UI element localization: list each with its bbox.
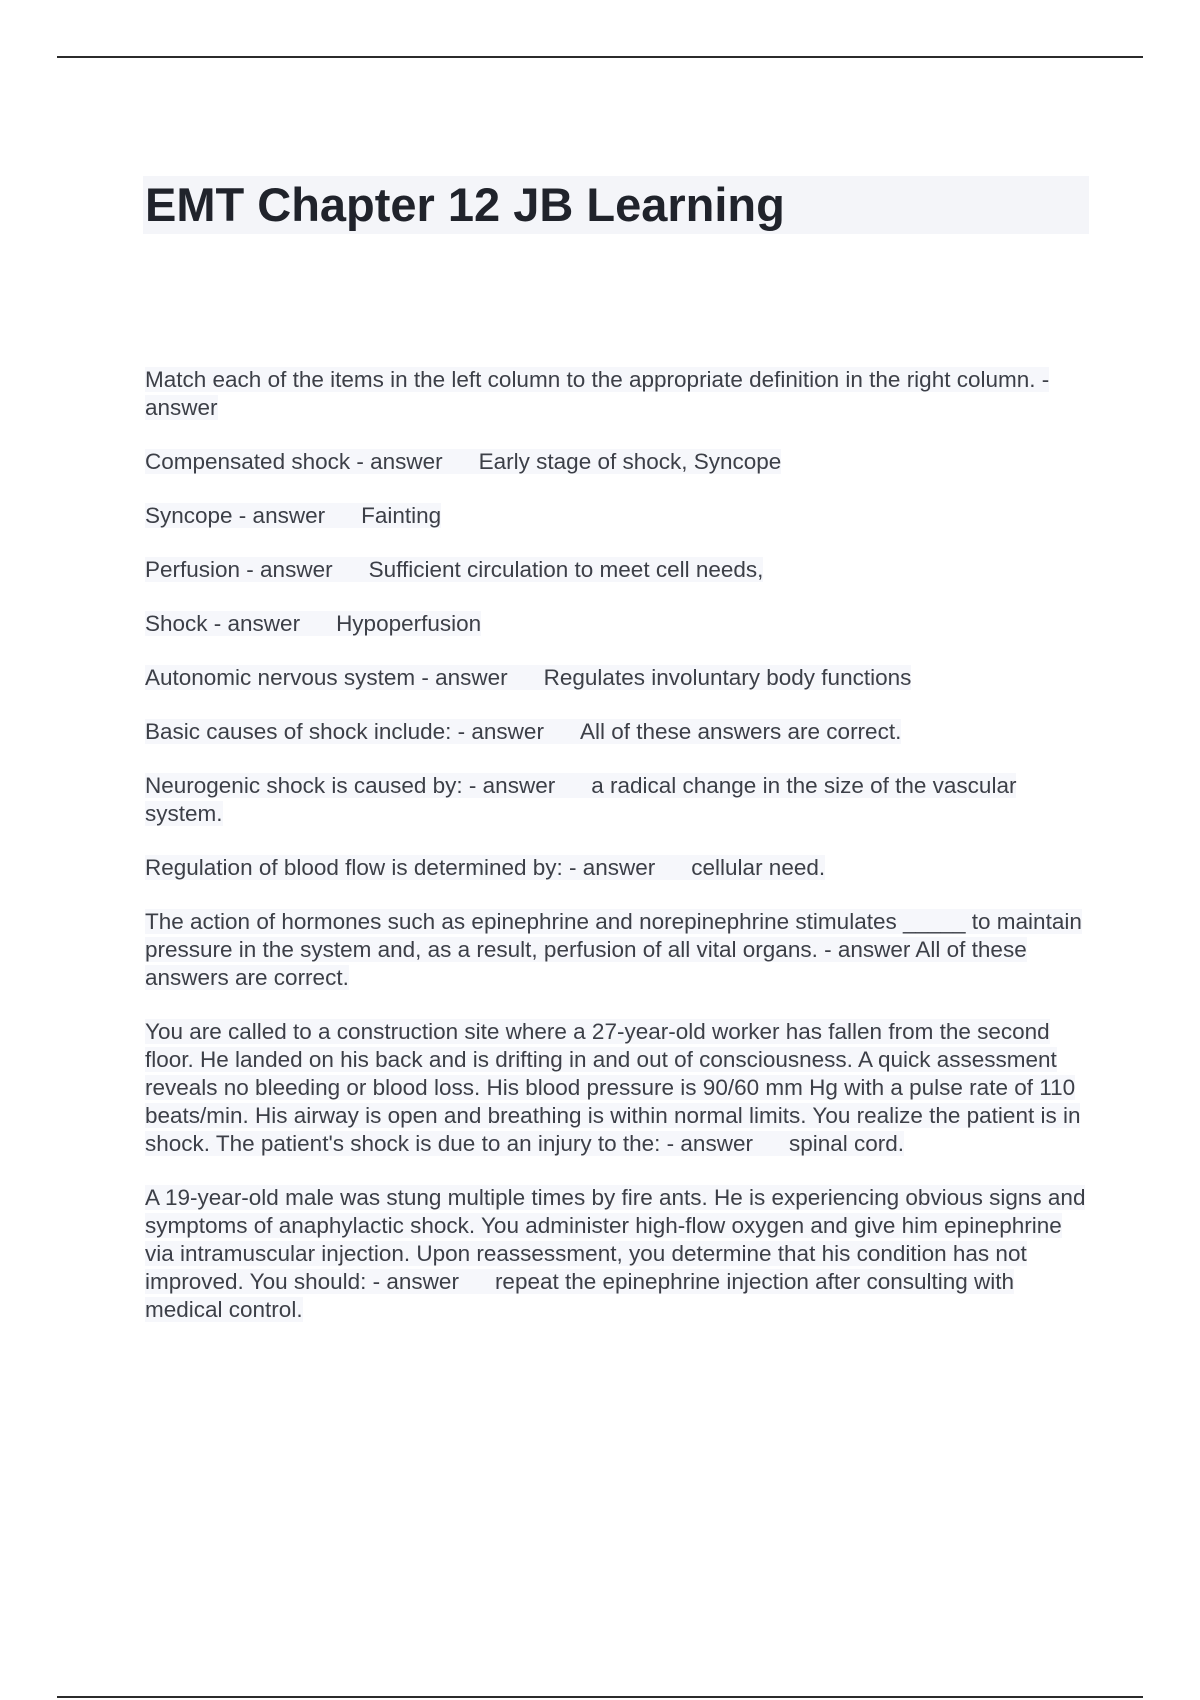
qa-item bbox=[145, 610, 1087, 638]
qa-item bbox=[145, 366, 1087, 422]
answer-text: All of these answers are correct. bbox=[145, 937, 1027, 990]
question-text: Neurogenic shock is caused by: - answer bbox=[145, 773, 556, 798]
question-text: Autonomic nervous system - answer bbox=[145, 665, 508, 690]
qa-item bbox=[145, 448, 1087, 476]
question-text: Shock - answer bbox=[145, 611, 301, 636]
qa-item bbox=[145, 854, 1087, 882]
qa-item bbox=[145, 908, 1087, 992]
qa-item bbox=[145, 718, 1087, 746]
answer-text: Sufficient circulation to meet cell needs, bbox=[368, 557, 764, 582]
answer-text: Hypoperfusion bbox=[336, 611, 482, 636]
qa-item bbox=[145, 1018, 1087, 1158]
answer-text: spinal cord. bbox=[788, 1131, 905, 1156]
answer-text: a radical change in the size of the vascular system. bbox=[145, 773, 1017, 826]
question-text: You are called to a construction site where a 27-year-old worker has fallen from the second floor. He landed on his back and is drifting in and out of consciousness. A quick assessment reveals no bleeding or blood loss. His blood pressure is 90/60 mm Hg with a pulse rate of 110 beats/min. His airway is open and breathing is within normal limits. You realize the patient is in shock. The patient's shock is due to an injury to the: - answer bbox=[145, 1019, 1081, 1156]
question-text: Syncope - answer bbox=[145, 503, 326, 528]
question-text: Match each of the items in the left column to the appropriate definition in the right column. - answer bbox=[145, 367, 1050, 420]
question-text: Perfusion - answer bbox=[145, 557, 333, 582]
qa-item bbox=[145, 556, 1087, 584]
question-text: Basic causes of shock include: - answer bbox=[145, 719, 544, 744]
qa-list bbox=[145, 366, 1087, 1350]
answer-text: Regulates involuntary body functions bbox=[543, 665, 912, 690]
answer-text: Fainting bbox=[361, 503, 442, 528]
qa-item bbox=[145, 502, 1087, 530]
answer-text: repeat the epinephrine injection after consulting with medical control. bbox=[145, 1269, 1015, 1322]
question-text: A 19-year-old male was stung multiple times by fire ants. He is experiencing obvious signs and symptoms of anaphylactic shock. You administer high-flow oxygen and give him epinephrine via intramuscular injection. Upon reassessment, you determine that his condition has not improved. You should: - answer bbox=[145, 1185, 1086, 1294]
qa-item bbox=[145, 664, 1087, 692]
question-text: Compensated shock - answer bbox=[145, 449, 443, 474]
qa-item bbox=[145, 1184, 1087, 1324]
bottom-rule bbox=[57, 1696, 1143, 1698]
answer-text: cellular need. bbox=[691, 855, 826, 880]
page-title: EMT Chapter 12 JB Learning bbox=[143, 176, 1089, 234]
answer-text: Early stage of shock, Syncope bbox=[478, 449, 782, 474]
top-rule bbox=[57, 56, 1143, 58]
question-text: The action of hormones such as epinephrine and norepinephrine stimulates _____ to maintain pressure in the system and, as a result, perfusion of all vital organs. - answer bbox=[145, 909, 1082, 962]
qa-item bbox=[145, 772, 1087, 828]
answer-text: All of these answers are correct. bbox=[579, 719, 902, 744]
question-text: Regulation of blood flow is determined by: - answer bbox=[145, 855, 656, 880]
